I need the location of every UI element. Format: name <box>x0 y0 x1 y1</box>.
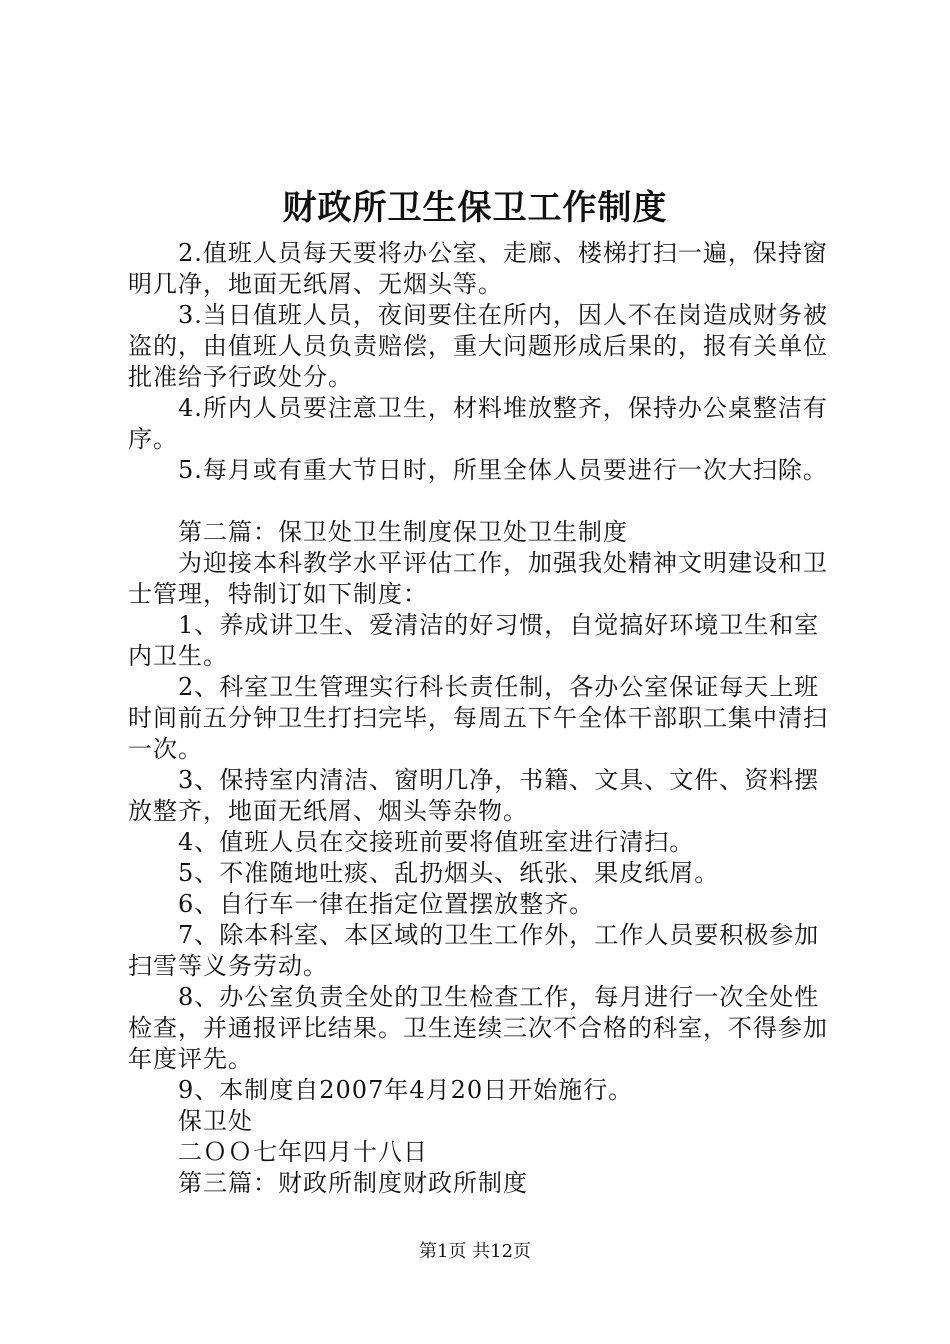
section-heading: 第二篇：保卫处卫生制度保卫处卫生制度 <box>178 518 628 546</box>
signature-date: 二ＯＯ七年四月十八日 <box>178 1138 428 1166</box>
paragraph: 4.所内人员要注意卫生，材料堆放整齐，保持办公桌整洁有序。 <box>128 394 828 453</box>
paragraph: 8、办公室负责全处的卫生检查工作，每月进行一次全处性检查，并通报评比结果。卫生连续三次不合格的科室，不得参加年度评先。 <box>128 983 828 1073</box>
page-footer: 第1页 共12页 <box>418 1241 532 1262</box>
document-title: 财政所卫生保卫工作制度 <box>282 188 668 228</box>
paragraph: 3、保持室内清洁、窗明几净，书籍、文具、文件、资料摆放整齐，地面无纸屑、烟头等杂物。 <box>128 766 820 825</box>
paragraph: 5.每月或有重大节日时，所里全体人员要进行一次大扫除。 <box>178 456 828 484</box>
signature-department: 保卫处 <box>178 1107 253 1135</box>
section-heading: 第三篇：财政所制度财政所制度 <box>178 1169 528 1197</box>
paragraph: 9、本制度自2007年4月20日开始施行。 <box>178 1076 634 1104</box>
paragraph: 为迎接本科教学水平评估工作，加强我处精神文明建设和卫士管理，特制订如下制度： <box>128 549 828 608</box>
paragraph: 7、除本科室、本区域的卫生工作外，工作人员要积极参加扫雪等义务劳动。 <box>128 921 820 980</box>
paragraph: 1、养成讲卫生、爱清洁的好习惯，自觉搞好环境卫生和室内卫生。 <box>128 611 820 670</box>
paragraph: 2、科室卫生管理实行科长责任制，各办公室保证每天上班时间前五分钟卫生打扫完毕，每周五下午全体干部职工集中清扫一次。 <box>128 673 828 763</box>
paragraph: 3.当日值班人员，夜间要住在所内，因人不在岗造成财务被盗的，由值班人员负责赔偿，重大问题形成后果的，报有关单位批准给予行政处分。 <box>128 301 828 391</box>
paragraph: 4、值班人员在交接班前要将值班室进行清扫。 <box>178 828 695 856</box>
paragraph: 2.值班人员每天要将办公室、走廊、楼梯打扫一遍，保持窗明几净，地面无纸屑、无烟头等。 <box>128 239 828 298</box>
paragraph: 6、自行车一律在指定位置摆放整齐。 <box>178 890 595 918</box>
document-body <box>128 238 840 1199</box>
paragraph: 5、不准随地吐痰、乱扔烟头、纸张、果皮纸屑。 <box>178 859 720 887</box>
